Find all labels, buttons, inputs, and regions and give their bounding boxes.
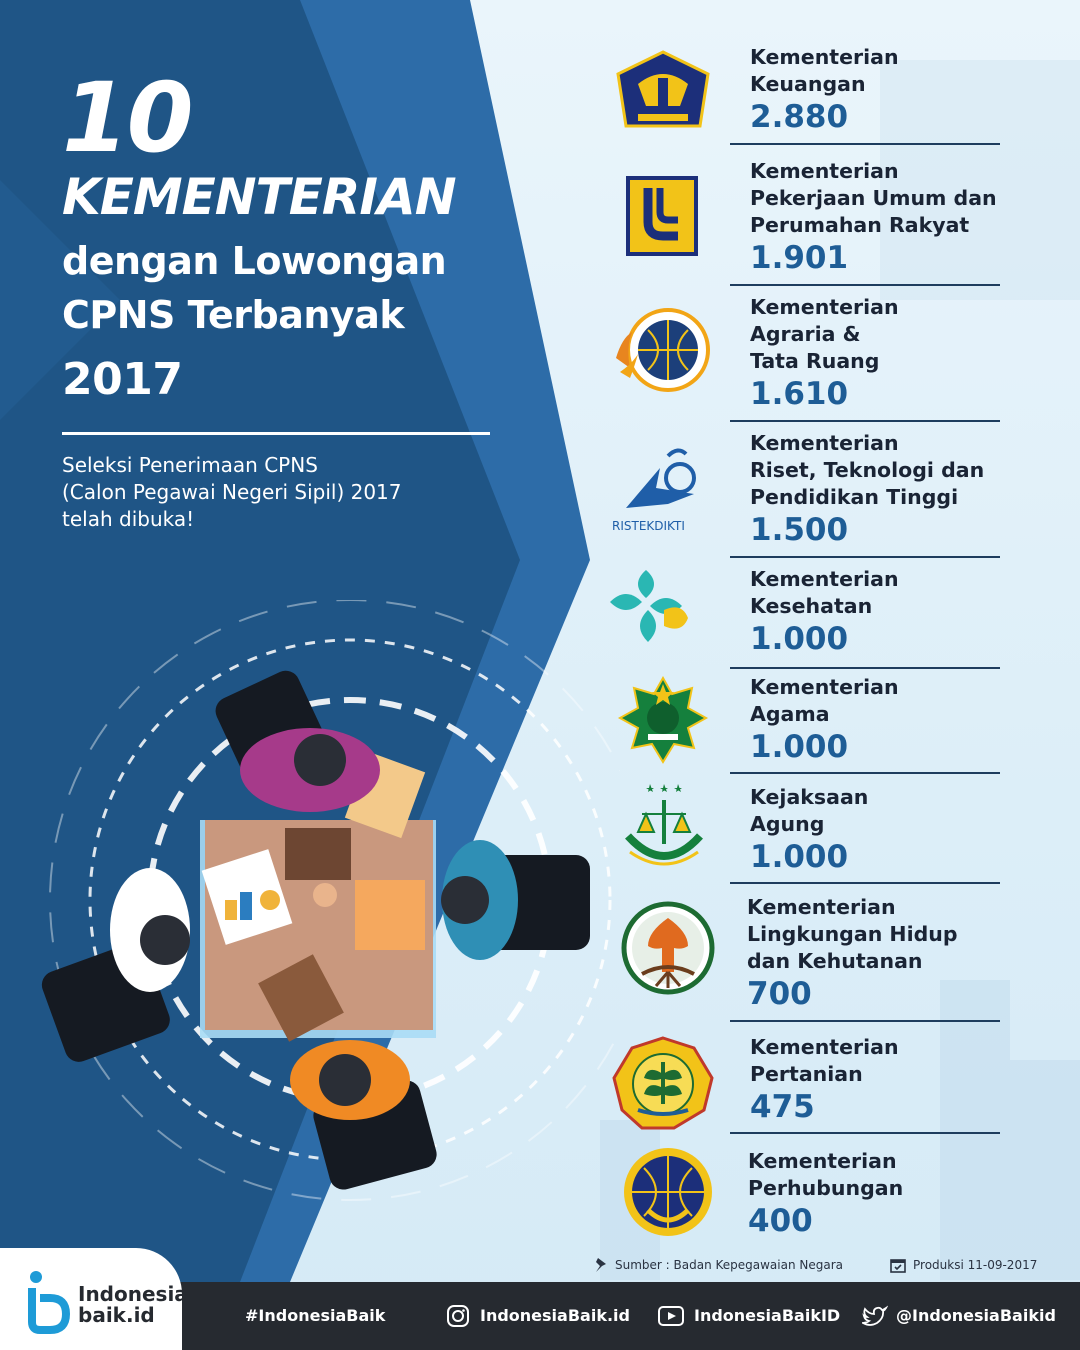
production-date: Produksi 11-09-2017	[913, 1258, 1038, 1272]
title-line-2: dengan Lowongan	[62, 239, 447, 283]
ministry-text	[750, 1148, 1000, 1239]
title-divider	[62, 432, 490, 435]
ministry-name-line: Kementerian	[750, 45, 899, 69]
ministry-name-line: Lingkungan Hidup	[747, 922, 958, 946]
intro-line: telah dibuka!	[62, 507, 195, 531]
row-separator	[730, 143, 1000, 145]
footer-hashtag[interactable]: #IndonesiaBaik	[245, 1306, 386, 1325]
ministry-name-line: Perhubungan	[748, 1176, 904, 1200]
svg-text:RISTEKDIKTI: RISTEKDIKTI	[612, 519, 685, 533]
ministry-name-line: Kementerian	[747, 895, 896, 919]
ministry-name-line: Keuangan	[750, 72, 866, 96]
kemenkeu-emblem-icon	[608, 44, 718, 154]
row-separator	[730, 772, 1000, 774]
row-separator	[730, 1132, 1000, 1134]
instagram-icon	[446, 1304, 470, 1328]
ministry-text	[750, 294, 1000, 412]
row-separator	[730, 1020, 1000, 1022]
ristekdikti-emblem-icon	[608, 438, 718, 548]
ministry-name-line: Kejaksaan	[750, 785, 869, 809]
kemenhub-emblem-icon	[608, 1144, 718, 1254]
pin-icon	[592, 1256, 610, 1274]
ministry-vacancy-count: 1.000	[750, 729, 849, 765]
ministry-name-line: Pertanian	[750, 1062, 863, 1086]
calendar-icon	[890, 1257, 906, 1273]
ministry-vacancy-count: 1.000	[750, 839, 849, 875]
ministry-text	[747, 894, 1000, 1012]
ministry-name-line: Kementerian	[750, 567, 899, 591]
ministry-name-line: Tata Ruang	[750, 349, 880, 373]
title-line-3: CPNS Terbanyak	[62, 293, 405, 337]
brand-name-line: Indonesia	[78, 1282, 188, 1306]
ministry-name-line: Kementerian	[750, 295, 899, 319]
ministry-text	[750, 1034, 1000, 1125]
pupr-emblem-icon	[608, 166, 718, 276]
ministry-text	[750, 674, 1000, 765]
ministry-name-line: Kementerian	[750, 159, 899, 183]
twitter-icon	[862, 1305, 888, 1327]
kejaksaan-emblem-icon	[608, 780, 718, 890]
ministry-name-line: Agung	[750, 812, 825, 836]
ministry-vacancy-count: 400	[748, 1203, 813, 1239]
row-separator	[730, 556, 1000, 558]
ministry-vacancy-count: 1.901	[750, 240, 849, 276]
kementan-emblem-icon	[608, 1034, 718, 1144]
footer-twitter[interactable]: @IndonesiaBaikid	[896, 1306, 1056, 1325]
ministry-text	[750, 430, 1000, 548]
title-number: 10	[62, 62, 192, 174]
ministry-name-line: dan Kehutanan	[747, 949, 923, 973]
row-separator	[730, 882, 1000, 884]
footer-instagram[interactable]: IndonesiaBaik.id	[480, 1306, 630, 1325]
meeting-illustration	[20, 600, 620, 1240]
ministry-name-line: Riset, Teknologi dan	[750, 458, 985, 482]
row-separator	[730, 420, 1000, 422]
brand-name	[78, 1284, 188, 1326]
kemenag-emblem-icon	[608, 672, 718, 782]
ministry-name-line: Agraria &	[750, 322, 861, 346]
row-separator	[730, 667, 1000, 669]
ministry-vacancy-count: 475	[750, 1089, 815, 1125]
ministry-name-line: Pekerjaan Umum dan	[750, 186, 997, 210]
ministry-name-line: Agama	[750, 702, 830, 726]
ministry-text	[750, 158, 1000, 276]
ministry-vacancy-count: 1.500	[750, 512, 849, 548]
ministry-name-line: Kementerian	[750, 431, 899, 455]
ministry-name-line: Kementerian	[748, 1149, 897, 1173]
ministry-vacancy-count: 1.610	[750, 376, 849, 412]
ministry-vacancy-count: 2.880	[750, 99, 849, 135]
youtube-icon	[658, 1305, 684, 1327]
footer-youtube[interactable]: IndonesiaBaikID	[694, 1306, 841, 1325]
atr-bpn-emblem-icon	[608, 298, 718, 408]
ministry-name-line: Perumahan Rakyat	[750, 213, 970, 237]
title-year: 2017	[62, 354, 183, 405]
row-separator	[730, 284, 1000, 286]
intro-line: Seleksi Penerimaan CPNS	[62, 453, 318, 477]
ministry-name-line: Kementerian	[750, 675, 899, 699]
source-text: Sumber : Badan Kepegawaian Negara	[615, 1258, 844, 1272]
kemenkes-emblem-icon	[608, 562, 718, 672]
indonesiabaik-logo-icon	[26, 1270, 72, 1334]
ministry-text	[750, 566, 1000, 657]
title-kementerian: KEMENTERIAN	[62, 168, 456, 226]
ministry-text	[750, 44, 1000, 135]
klhk-emblem-icon	[608, 900, 718, 1010]
brand-name-line: baik.id	[78, 1303, 155, 1327]
ministry-vacancy-count: 700	[747, 976, 812, 1012]
intro-text	[62, 452, 482, 533]
ministry-vacancy-count: 1.000	[750, 621, 849, 657]
ministry-name-line: Pendidikan Tinggi	[750, 485, 959, 509]
intro-line: (Calon Pegawai Negeri Sipil) 2017	[62, 480, 402, 504]
ministry-name-line: Kementerian	[750, 1035, 899, 1059]
ministry-name-line: Kesehatan	[750, 594, 873, 618]
ministry-text	[750, 784, 1000, 875]
